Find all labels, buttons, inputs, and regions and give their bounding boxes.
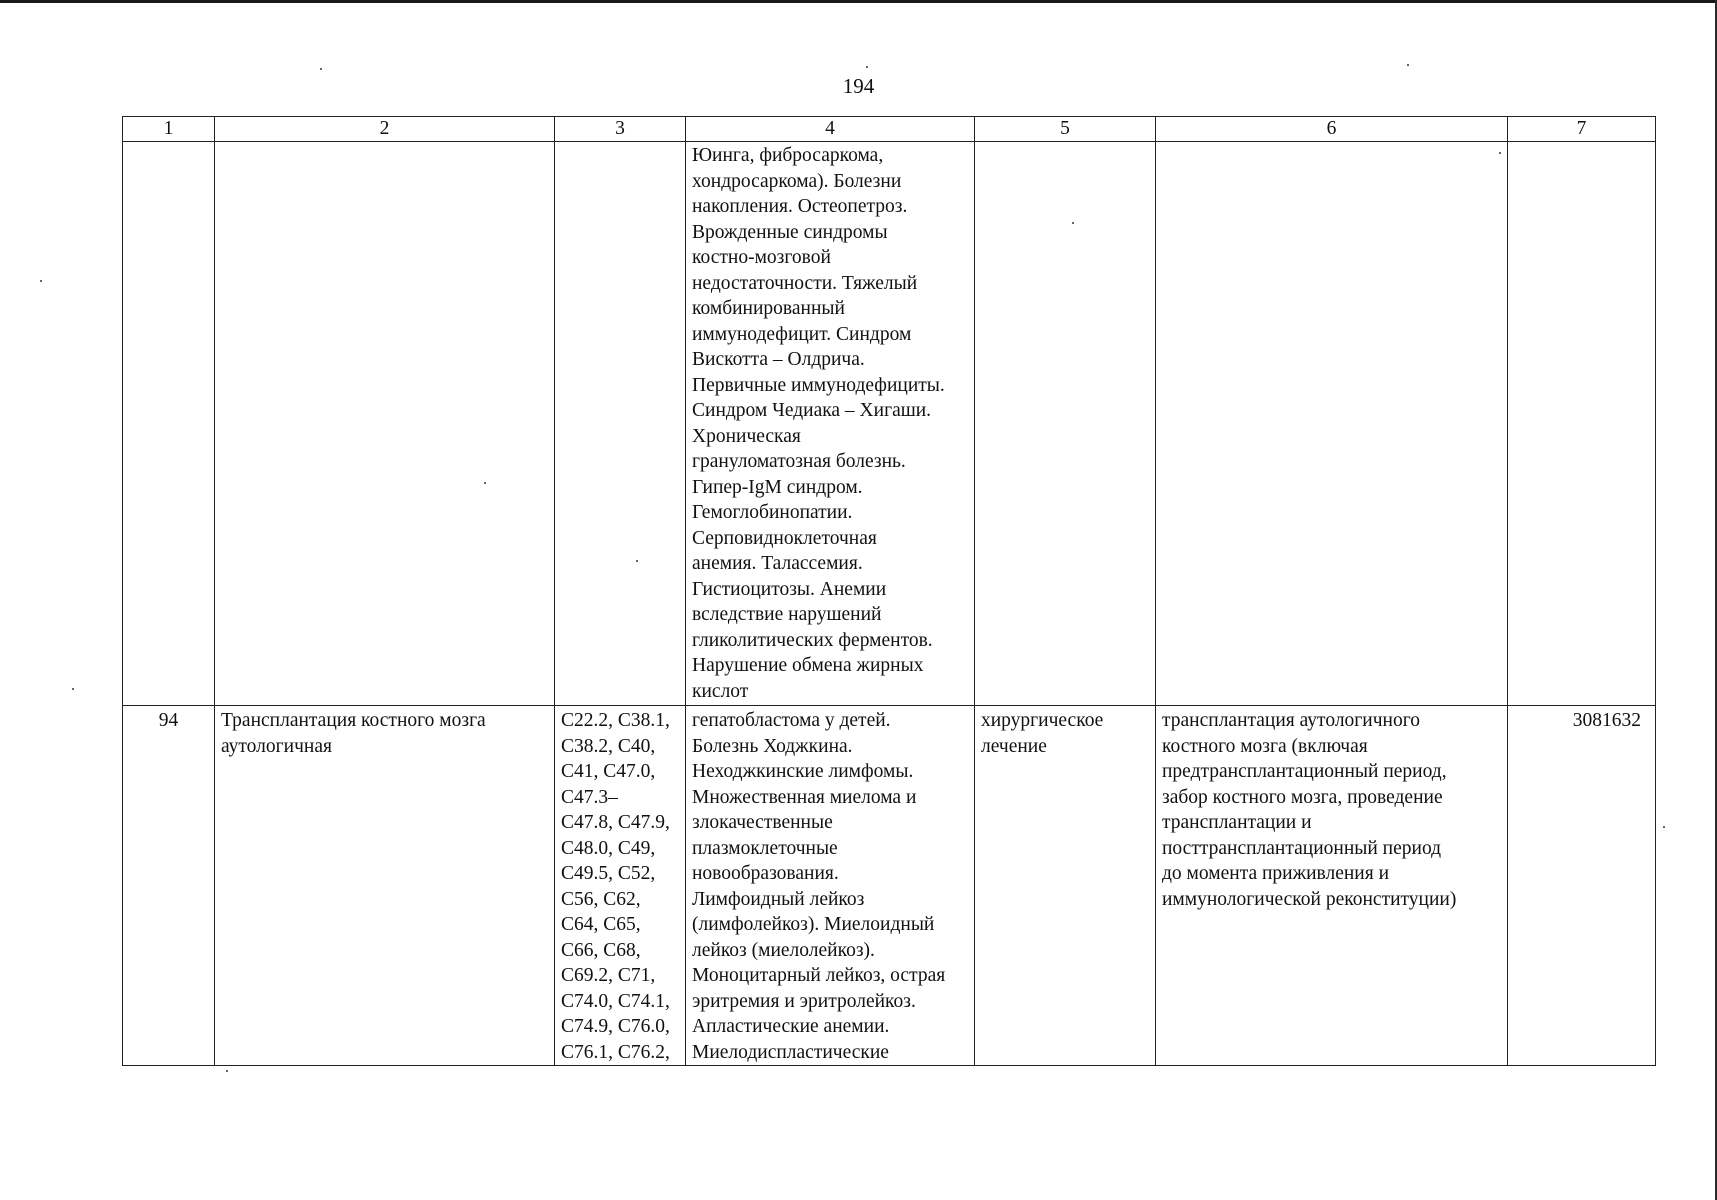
column-header-6: 6	[1156, 117, 1508, 142]
column-header-4: 4	[686, 117, 975, 142]
scan-speck	[1407, 64, 1409, 66]
treatment-type-cell	[975, 142, 1156, 706]
diagnoses-cell: Юинга, фибросаркома, хондросаркома). Болезни накопления. Остеопетроз. Врожденные синдромы костно-мозговой недостаточности. Тяжелый комбинированный иммунодефицит. Синдром Вискотта – Олдрича. Первичные иммунодефициты. Синдром Чедиака – Хигаши. Хроническая грануломатозная болезнь. Гипер-IgM синдром. Гемоглобинопатии. Серповидноклеточная анемия. Талассемия. Гистиоцитозы. Анемии вследствие нарушений гликолитических ферментов. Нарушение обмена жирных кислот	[686, 142, 975, 706]
treatment-type-cell: хирургическое лечение	[975, 706, 1156, 1066]
icd-codes-cell: C22.2, C38.1, C38.2, C40, C41, C47.0, C47.3– C47.8, C47.9, C48.0, C49, C49.5, C52, C56, C62, C64, C65, C66, C68, C69.2, C71, C74.0, C74.1, C74.9, C76.0, C76.1, C76.2,	[555, 706, 686, 1066]
row-number-cell	[123, 142, 215, 706]
service-name-cell: Трансплантация костного мозга аутологичная	[215, 706, 555, 1066]
column-header-7: 7	[1508, 117, 1656, 142]
treatment-method-cell	[1156, 142, 1508, 706]
scan-speck	[40, 280, 42, 282]
row-number-cell: 94	[123, 706, 215, 1066]
icd-codes-cell	[555, 142, 686, 706]
scan-speck	[866, 66, 868, 68]
scan-speck	[226, 1070, 228, 1072]
service-name-cell	[215, 142, 555, 706]
scan-speck	[1663, 826, 1665, 828]
table-row-94	[123, 706, 1656, 1066]
column-number-row	[123, 117, 1656, 142]
treatment-method-cell: трансплантация аутологичного костного мозга (включая предтрансплантационный период, забор костного мозга, проведение трансплантации и посттрансплантационный период до момента приживления и иммунологической реконституции)	[1156, 706, 1508, 1066]
scan-speck	[320, 68, 322, 70]
page-number: 194	[842, 74, 875, 98]
scan-border-top	[0, 0, 1717, 3]
table-row-continuation	[123, 142, 1656, 706]
column-header-2: 2	[215, 117, 555, 142]
diagnoses-cell: гепатобластома у детей. Болезнь Ходжкина. Неходжкинские лимфомы. Множественная миелома и злокачественные плазмоклеточные новообразования. Лимфоидный лейкоз (лимфолейкоз). Миелоидный лейкоз (миелолейкоз). Моноцитарный лейкоз, острая эритремия и эритролейкоз. Апластические анемии. Миелодиспластические	[686, 706, 975, 1066]
cost-cell: 3081632	[1508, 706, 1656, 1066]
column-header-1: 1	[123, 117, 215, 142]
scan-speck	[72, 688, 74, 690]
cost-cell	[1508, 142, 1656, 706]
column-header-3: 3	[555, 117, 686, 142]
column-header-5: 5	[975, 117, 1156, 142]
services-table	[122, 116, 1656, 1066]
